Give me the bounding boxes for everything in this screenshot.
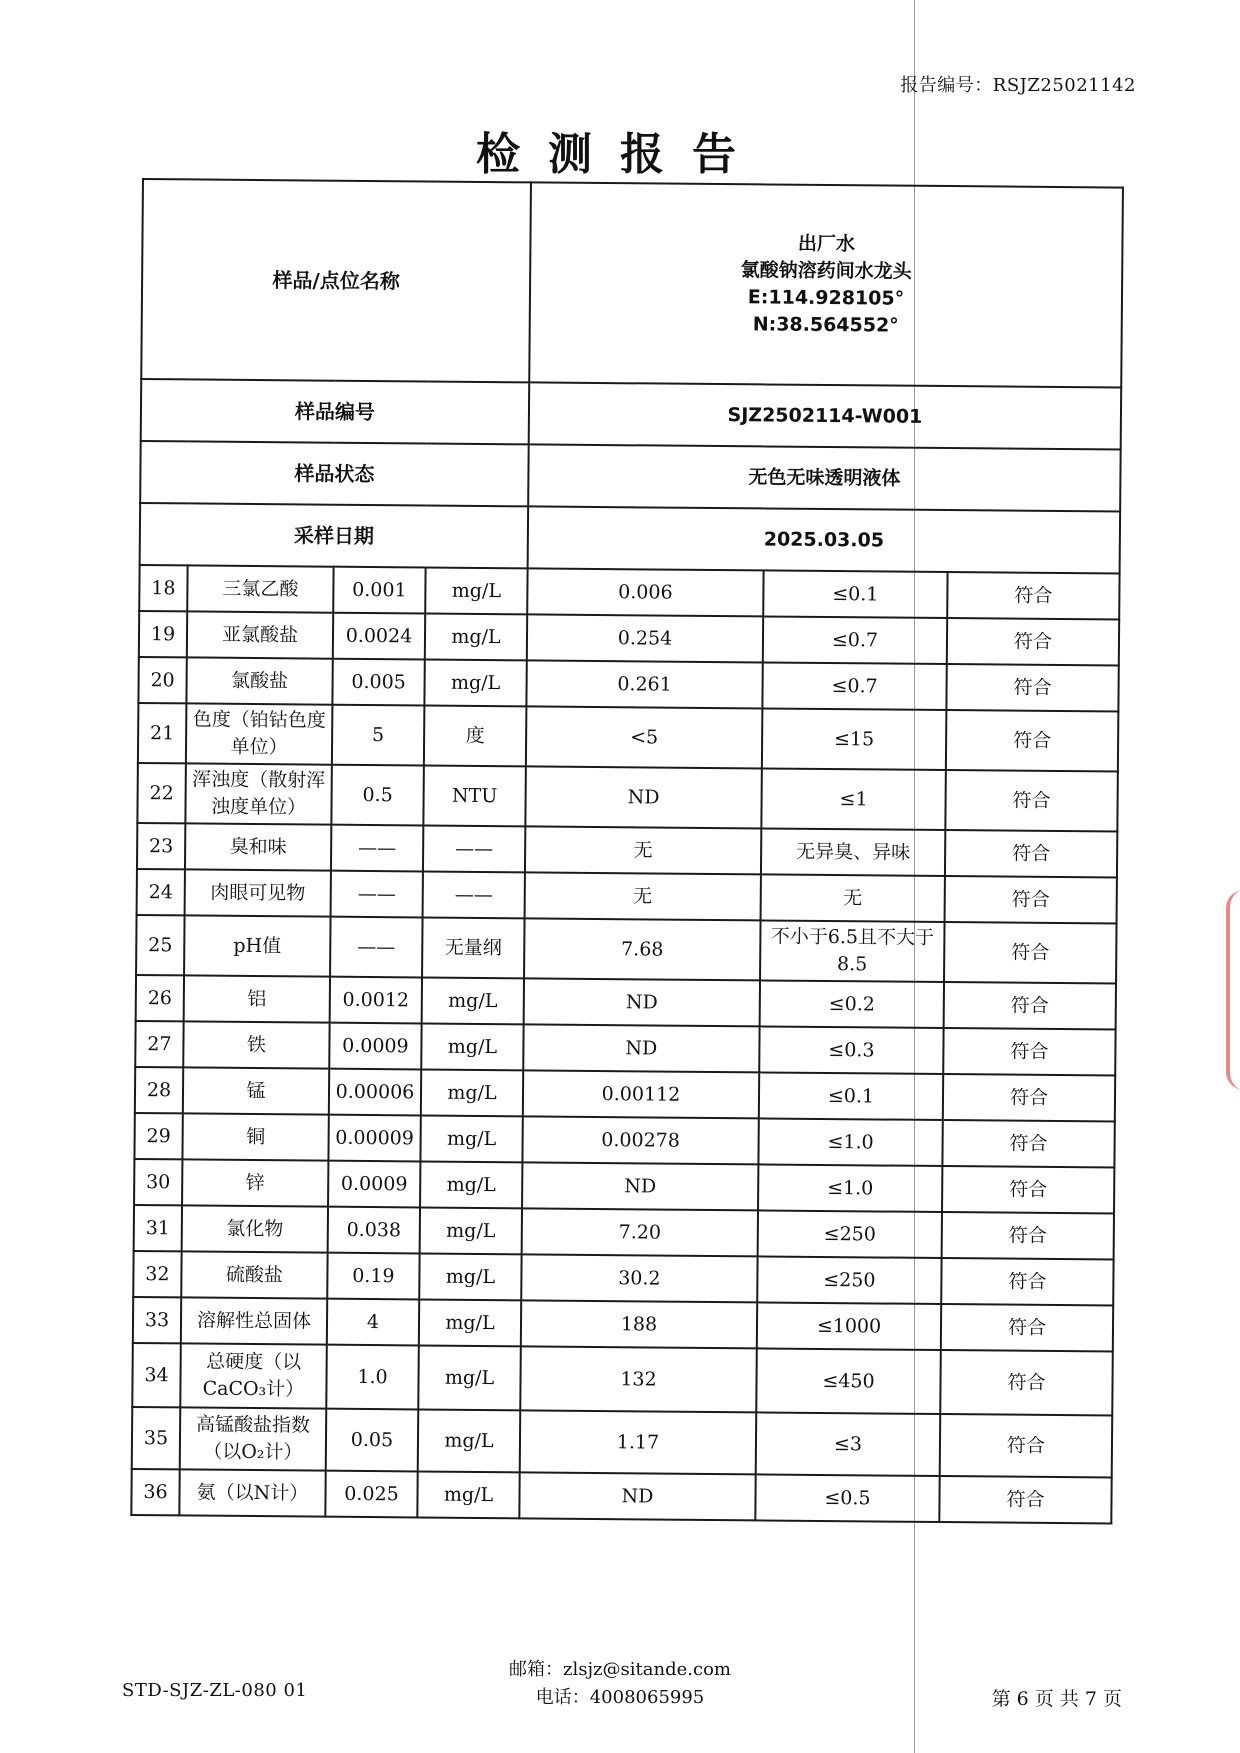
unit-cell: mg/L <box>420 1161 522 1208</box>
red-seal-stamp-edge <box>1226 890 1240 1090</box>
header-row-sample-state <box>140 441 1121 512</box>
site-cell <box>529 182 1123 387</box>
unit-cell: mg/L <box>418 1345 521 1410</box>
row-number-cell: 28 <box>135 1067 183 1113</box>
verdict-cell: 符合 <box>942 1212 1114 1259</box>
verdict-cell: 符合 <box>946 710 1119 771</box>
unit-cell: mg/L <box>422 977 524 1024</box>
standard-limit-cell: ≤0.1 <box>759 1072 943 1120</box>
row-number-cell: 25 <box>136 915 185 975</box>
report-number: 报告编号：RSJZ25021142 <box>900 75 1136 96</box>
result-value-cell: 0.261 <box>526 660 762 708</box>
detection-limit-cell: 1.0 <box>326 1345 419 1410</box>
detection-limit-cell: 0.05 <box>326 1409 419 1472</box>
detection-limit-cell: —— <box>330 917 423 978</box>
standard-limit-cell: ≤1.0 <box>758 1118 942 1166</box>
row-number-cell: 27 <box>135 1021 183 1067</box>
row-number-cell: 32 <box>133 1251 181 1297</box>
row-number-cell: 31 <box>134 1205 182 1251</box>
verdict-cell: 符合 <box>941 1258 1113 1305</box>
row-number-cell: 19 <box>139 611 187 657</box>
unit-cell: mg/L <box>425 567 527 614</box>
standard-limit-cell: 无 <box>761 874 945 922</box>
result-value-cell: 0.254 <box>527 614 763 662</box>
document-code: STD-SJZ-ZL-080 01 <box>122 1680 308 1701</box>
item-name-cell: 锌 <box>182 1159 328 1206</box>
item-name-cell: 硫酸盐 <box>181 1251 327 1298</box>
standard-limit-cell: ≤0.7 <box>763 616 947 664</box>
verdict-cell: 符合 <box>945 770 1118 831</box>
detection-limit-cell: —— <box>331 825 423 872</box>
item-name-cell: 氯化物 <box>182 1205 328 1252</box>
result-value-cell: ND <box>519 1472 755 1520</box>
unit-cell: —— <box>423 825 525 872</box>
detection-limit-cell: 0.0009 <box>328 1161 420 1208</box>
unit-cell: 度 <box>424 705 527 766</box>
result-value-cell: ND <box>525 766 762 828</box>
row-number-cell: 35 <box>132 1407 181 1469</box>
verdict-cell: 符合 <box>944 922 1117 983</box>
table-row <box>138 703 1119 772</box>
result-value-cell: 无 <box>525 826 761 874</box>
sampling-date-value: 2025.03.05 <box>528 506 1121 573</box>
detection-limit-cell: 0.5 <box>331 765 424 826</box>
item-name-cell: 锰 <box>183 1067 329 1114</box>
detection-limit-cell: 0.0009 <box>329 1023 421 1070</box>
row-number-cell: 26 <box>136 975 184 1021</box>
unit-cell: mg/L <box>419 1299 521 1346</box>
detection-limit-cell: 0.00006 <box>329 1069 421 1116</box>
item-name-cell: 氨（以N计） <box>179 1469 325 1516</box>
unit-cell: mg/L <box>419 1253 521 1300</box>
result-value-cell: 7.20 <box>522 1208 758 1256</box>
standard-limit-cell: ≤15 <box>762 708 947 770</box>
standard-limit-cell: ≤1000 <box>757 1302 941 1350</box>
result-value-cell: 无 <box>525 872 761 920</box>
sample-id-value: SJZ2502114-W001 <box>529 382 1122 449</box>
sample-name-label: 样品/点位名称 <box>141 179 531 382</box>
result-value-cell: 30.2 <box>521 1254 757 1302</box>
contact-phone: 电话：4008065995 <box>535 1687 705 1708</box>
row-number-cell: 20 <box>138 657 186 703</box>
item-name-cell: 溶解性总固体 <box>181 1297 327 1344</box>
verdict-cell: 符合 <box>947 572 1119 619</box>
result-value-cell: <5 <box>526 706 763 768</box>
row-number-cell: 24 <box>137 869 185 915</box>
detection-limit-cell: —— <box>331 871 423 918</box>
verdict-cell: 符合 <box>942 1120 1114 1167</box>
row-number-cell: 36 <box>131 1469 179 1515</box>
result-value-cell: 132 <box>520 1346 757 1412</box>
item-name-cell: 三氯乙酸 <box>187 565 333 612</box>
standard-limit-cell: ≤1.0 <box>758 1164 942 1212</box>
standard-limit-cell: ≤0.7 <box>762 662 946 710</box>
unit-cell: 无量纲 <box>422 917 525 978</box>
row-number-cell: 33 <box>133 1297 181 1343</box>
detection-limit-cell: 0.0024 <box>333 613 425 660</box>
standard-limit-cell: 无异臭、异味 <box>761 828 945 876</box>
result-value-cell: ND <box>523 1024 759 1072</box>
unit-cell: NTU <box>423 765 526 826</box>
sample-state-label: 样品状态 <box>140 441 529 506</box>
verdict-cell: 符合 <box>943 1028 1115 1075</box>
item-name-cell: 铁 <box>183 1021 329 1068</box>
verdict-cell: 符合 <box>945 876 1117 923</box>
unit-cell: mg/L <box>417 1471 519 1518</box>
row-number-cell: 22 <box>137 763 186 823</box>
report-sheet <box>130 178 1122 1525</box>
row-number-cell: 21 <box>138 703 187 763</box>
verdict-cell: 符合 <box>941 1304 1113 1351</box>
item-name-cell: 铝 <box>184 975 330 1022</box>
item-name-cell: 氯酸盐 <box>186 657 332 704</box>
header-row-sample-name <box>141 179 1123 388</box>
verdict-cell: 符合 <box>945 830 1117 877</box>
report-table <box>130 178 1124 1525</box>
table-row <box>131 1469 1111 1524</box>
item-name-cell: 臭和味 <box>185 823 331 870</box>
detection-limit-cell: 0.025 <box>325 1471 417 1518</box>
sample-id-label: 样品编号 <box>141 379 530 444</box>
verdict-cell: 符合 <box>947 618 1119 665</box>
verdict-cell: 符合 <box>940 1414 1113 1477</box>
unit-cell: mg/L <box>418 1409 521 1472</box>
result-value-cell: 0.00112 <box>523 1070 759 1118</box>
result-value-cell: ND <box>522 1162 758 1210</box>
result-value-cell: 0.006 <box>527 568 763 616</box>
item-name-cell: 肉眼可见物 <box>185 869 331 916</box>
standard-limit-cell: ≤0.1 <box>763 570 947 618</box>
detection-limit-cell: 0.005 <box>332 659 424 706</box>
standard-limit-cell: ≤3 <box>756 1412 941 1476</box>
table-row <box>137 763 1118 832</box>
row-number-cell: 30 <box>134 1159 182 1205</box>
site-line: N:38.564552° <box>752 313 899 337</box>
row-number-cell: 18 <box>139 565 187 611</box>
unit-cell: mg/L <box>425 613 527 660</box>
unit-cell: mg/L <box>420 1207 522 1254</box>
header-row-sampling-date <box>140 503 1121 574</box>
verdict-cell: 符合 <box>942 1166 1114 1213</box>
standard-limit-cell: ≤1 <box>761 768 946 830</box>
table-row <box>136 915 1117 984</box>
verdict-cell: 符合 <box>940 1350 1113 1415</box>
row-number-cell: 29 <box>134 1113 182 1159</box>
item-name-cell: pH值 <box>184 915 331 976</box>
results-body <box>131 565 1119 1524</box>
result-value-cell: 0.00278 <box>522 1116 758 1164</box>
standard-limit-cell: ≤250 <box>757 1256 941 1304</box>
table-row <box>132 1343 1113 1416</box>
standard-limit-cell: ≤0.3 <box>759 1026 943 1074</box>
header-row-sample-id <box>141 379 1122 450</box>
unit-cell: —— <box>423 871 525 918</box>
item-name-cell: 亚氯酸盐 <box>187 611 333 658</box>
result-value-cell: 1.17 <box>520 1410 757 1474</box>
sample-state-value: 无色无味透明液体 <box>528 444 1121 511</box>
page-title: 检测报告 <box>476 129 764 180</box>
unit-cell: mg/L <box>421 1069 523 1116</box>
unit-cell: mg/L <box>421 1023 523 1070</box>
detection-limit-cell: 0.038 <box>328 1207 420 1254</box>
sampling-date-label: 采样日期 <box>140 503 529 568</box>
item-name-cell: 浑浊度（散射浑浊度单位） <box>185 763 332 824</box>
verdict-cell: 符合 <box>946 664 1118 711</box>
standard-limit-cell: ≤250 <box>758 1210 942 1258</box>
unit-cell: mg/L <box>420 1115 522 1162</box>
verdict-cell: 符合 <box>944 982 1116 1029</box>
result-value-cell: ND <box>524 978 760 1026</box>
result-value-cell: 7.68 <box>524 918 761 980</box>
unit-cell: mg/L <box>424 659 526 706</box>
item-name-cell: 总硬度（以CaCO₃计） <box>180 1343 327 1408</box>
standard-limit-cell: 不小于6.5且不大于8.5 <box>760 920 945 982</box>
item-name-cell: 色度（铂钴色度单位） <box>186 703 333 764</box>
verdict-cell: 符合 <box>939 1476 1111 1523</box>
standard-limit-cell: ≤0.5 <box>755 1474 939 1522</box>
detection-limit-cell: 0.00009 <box>328 1115 420 1162</box>
verdict-cell: 符合 <box>943 1074 1115 1121</box>
site-line: 出厂水 <box>797 232 856 256</box>
standard-limit-cell: ≤450 <box>756 1348 941 1414</box>
detection-limit-cell: 5 <box>332 705 425 766</box>
row-number-cell: 34 <box>132 1343 181 1407</box>
detection-limit-cell: 0.001 <box>333 567 425 614</box>
table-row <box>132 1407 1113 1478</box>
result-value-cell: 188 <box>521 1300 757 1348</box>
site-line: E:114.928105° <box>747 286 905 310</box>
item-name-cell: 高锰酸盐指数（以O₂计） <box>180 1407 327 1470</box>
contact-email: 邮箱：zlsjz@sitande.com <box>509 1659 731 1680</box>
page-number: 第 6 页 共 7 页 <box>991 1688 1122 1710</box>
site-line: 氯酸钠溶药间水龙头 <box>740 259 912 283</box>
detection-limit-cell: 0.0012 <box>330 977 422 1024</box>
item-name-cell: 铜 <box>182 1113 328 1160</box>
detection-limit-cell: 0.19 <box>327 1253 419 1300</box>
standard-limit-cell: ≤0.2 <box>760 980 944 1028</box>
detection-limit-cell: 4 <box>327 1299 419 1346</box>
row-number-cell: 23 <box>137 823 185 869</box>
